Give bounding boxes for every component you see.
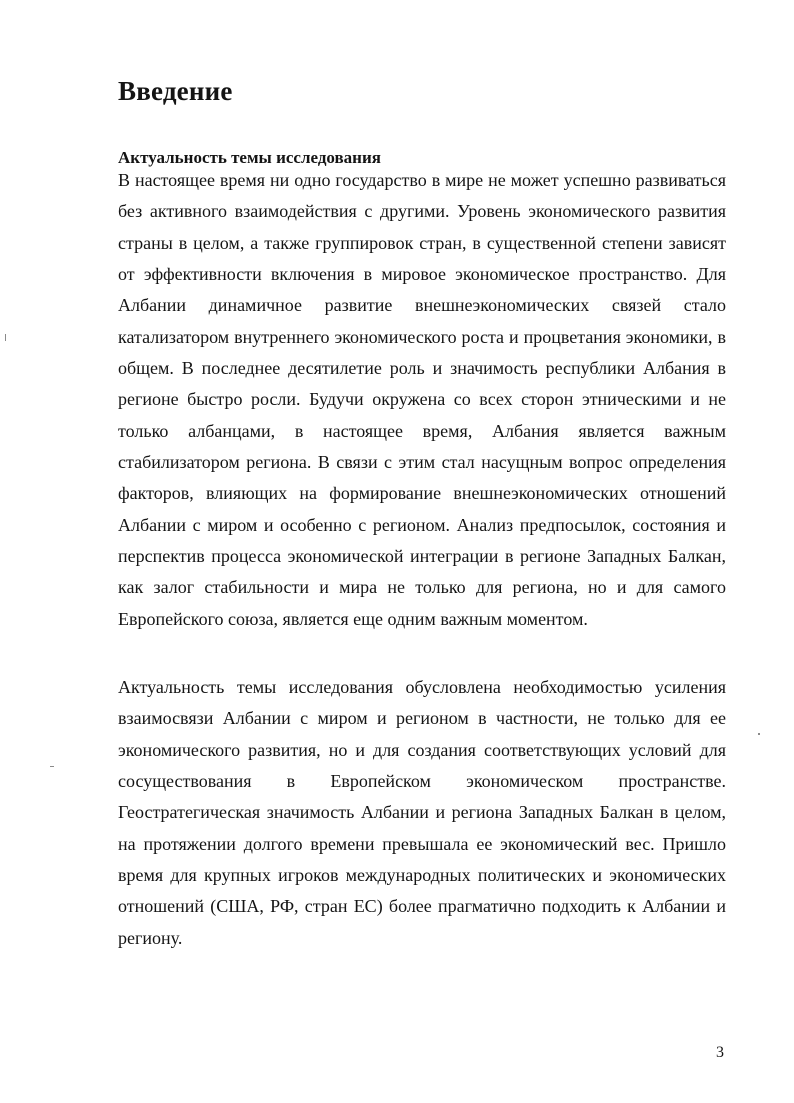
scan-speck	[5, 334, 6, 341]
chapter-title: Введение	[118, 76, 233, 106]
scan-speck	[50, 766, 54, 767]
scan-speck	[758, 733, 760, 735]
paragraph-relevance-rationale: Актуальность темы исследования обусловлена необходимостью усиления взаимосвязи Албании с миром и регионом в частности, не только для ее экономического развития, но и для создания соответствующих условий для сосуществования в Европейском экономическом пространстве. Геостратегическая значимость Албании и региона Западных Балкан в целом, на протяжении долгого времени превышала ее экономический вес. Пришло время для крупных игроков международных политических и экономических отношений (США, РФ, стран ЕС) более прагматично подходить к Албании и региону.	[118, 677, 726, 948]
page-number: 3	[716, 1044, 724, 1061]
section-heading: Актуальность темы исследования	[118, 148, 381, 167]
paragraph-relevance-intro: В настоящее время ни одно государство в мире не может успешно развиваться без активного взаимодействия с другими. Уровень экономического развития страны в целом, а также группировок стран, в существенной степени зависят от эффективности включения в мировое экономическое пространство. Для Албании динамичное развитие внешнеэкономических связей стало катализатором внутреннего экономического роста и процветания экономики, в общем. В последнее десятилетие роль и значимость республики Албания в регионе быстро росли. Будучи окружена со всех сторон этническими и не только албанцами, в настоящее время, Албания является важным стабилизатором региона. В связи с этим стал насущным вопрос определения факторов, влияющих на формирование внешнеэкономических отношений Албании с миром и особенно с регионом. Анализ предпосылок, состояния и перспектив процесса экономической интеграции в регионе Западных Балкан, как залог стабильности и мира не только для региона, но и для самого Европейского союза, является еще одним важным моментом.	[118, 170, 726, 629]
